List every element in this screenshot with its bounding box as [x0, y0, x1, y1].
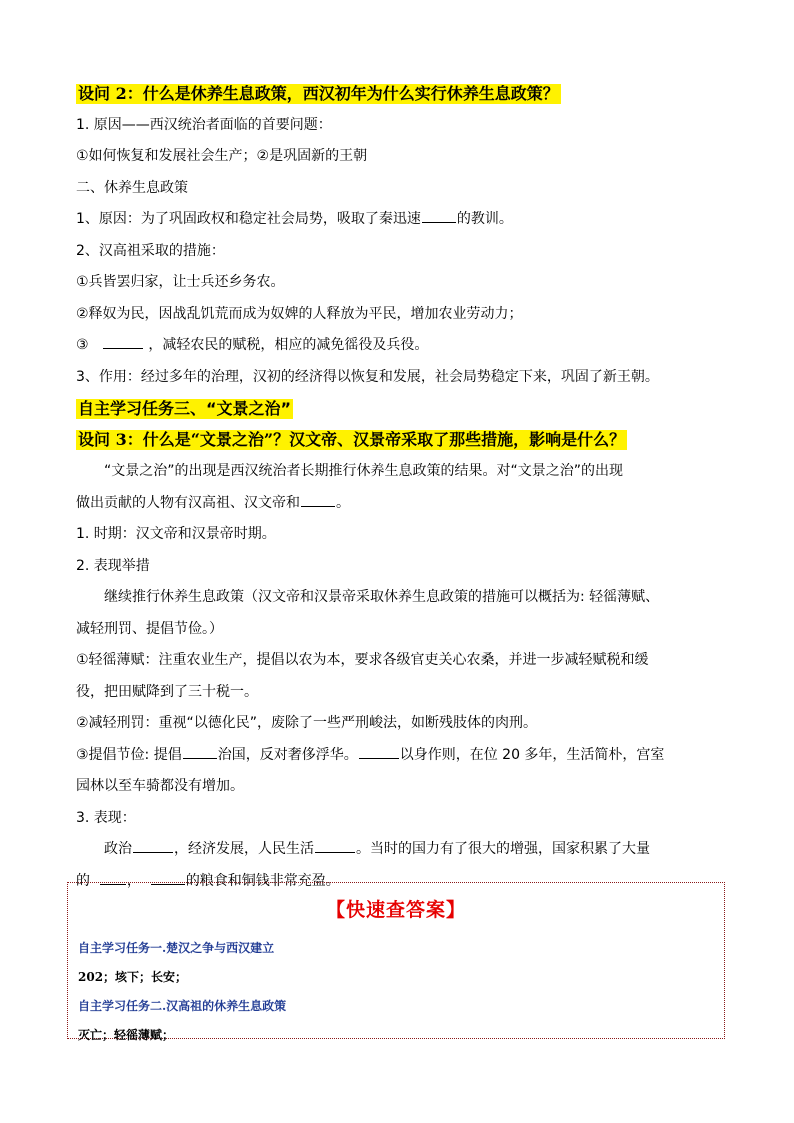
measures-2-title: 2. 表现举措	[76, 557, 150, 574]
performance-line-1	[76, 834, 728, 866]
task-3-title: 自主学习任务三、“文景之治”	[78, 398, 292, 418]
wenjing-paragraph-1: “文景之治”的出现是西汉统治者长期推行休养生息政策的结果。对“文景之治”的出现	[104, 463, 624, 479]
performance-text-a: 政治	[104, 841, 132, 857]
measure-3-text: ，减轻农民的赋税，相应的减免徭役及兵役。	[148, 337, 429, 353]
policy-reason	[76, 204, 728, 236]
question-2-row	[76, 78, 728, 110]
question-3: 设问 3：什么是“文景之治”？汉文帝、汉景帝采取了那些措施，影响是什么？	[78, 430, 626, 450]
measure-2: ②释奴为民，因战乱饥荒而成为奴婢的人释放为平民，增加农业劳动力；	[76, 305, 523, 322]
wenjing-paragraph-2	[76, 488, 728, 520]
item-3-text-c: 以身作则，在位 20 多年，生活简朴，宫室	[399, 746, 665, 763]
wenjing-paragraph-2-end: 。	[336, 494, 350, 511]
period: 1. 时期：汉文帝和汉景帝时期。	[76, 526, 276, 542]
item-3-line-1	[76, 740, 728, 772]
answer-task-2-heading: 自主学习任务二.汉高祖的休养生息政策	[78, 999, 287, 1013]
question-3-row	[76, 425, 728, 457]
answer-task-1-heading: 自主学习任务一.楚汉之争与西汉建立	[78, 941, 275, 955]
continue-paragraph-2: 减轻刑罚、提倡节俭。）	[76, 620, 223, 637]
policy-effect: 3、作用：经过多年的治理，汉初的经济得以恢复和发展，社会局势稳定下来，巩固了新王朝。	[76, 368, 659, 385]
blank-line	[133, 838, 173, 853]
blank-line	[422, 208, 456, 223]
worksheet-body	[76, 78, 728, 897]
item-3-text-b: 治国，反对奢侈浮华。	[217, 746, 358, 763]
answer-task-1: 202；垓下；长安；	[78, 970, 188, 984]
performance-text-b: ，经济发展，人民生活	[174, 841, 314, 857]
item-1-line-2: 役，把田赋降到了三十税一。	[76, 683, 258, 700]
answer-key-box	[67, 882, 725, 1042]
blank-line	[183, 744, 217, 759]
reason-items: ①如何恢复和发展社会生产；②是巩固新的王朝	[76, 148, 368, 164]
measures-title: 2、汉高祖采取的措施：	[76, 242, 225, 259]
item-3-text-a: ③提倡节俭: 提倡	[76, 746, 182, 763]
performance-2-text-a: 的	[76, 872, 90, 889]
blank-line	[301, 492, 335, 507]
task-3-title-row	[76, 393, 728, 425]
question-2: 设问 2：什么是休养生息政策，西汉初年为什么实行休养生息政策？	[78, 83, 559, 103]
measure-3-prefix: ③	[76, 337, 89, 353]
performance-2-text-c: 的粮食和铜钱非常充盈。	[185, 872, 340, 889]
blank-line	[103, 334, 143, 349]
continue-paragraph-1: 继续推行休养生息政策（汉文帝和汉景帝采取休养生息政策的措施可以概括为: 轻徭薄赋、	[104, 589, 660, 605]
item-2: ②减轻刑罚：重视“以德化民”，废除了一些严刑峻法，如断残肢体的肉刑。	[76, 715, 538, 731]
blank-line	[359, 744, 399, 759]
performance-title: 3. 表现：	[76, 809, 136, 826]
policy-reason-text: 1、原因：为了巩固政权和稳定社会局势，吸取了秦迅速	[76, 211, 421, 227]
measure-3	[76, 330, 728, 362]
performance-text-c: 。当时的国力有了很大的增强，国家积累了大量	[356, 841, 650, 857]
blank-line	[315, 838, 355, 853]
item-3-line-2: 园林以至车骑都没有增加。	[76, 778, 244, 794]
answer-task-2: 灭亡；轻徭薄赋；	[78, 1028, 175, 1042]
performance-2-text-b: ，	[126, 872, 141, 889]
policy-reason-end: 的教训。	[456, 211, 513, 227]
reason-intro: 1. 原因——西汉统治者面临的首要问题：	[76, 116, 332, 133]
measure-1: ①兵皆罢归家，让士兵还乡务农。	[76, 274, 285, 290]
wenjing-paragraph-2-text: 做出贡献的人物有汉高祖、汉文帝和	[76, 494, 300, 511]
answer-key-title: 【快速查答案】	[325, 899, 466, 921]
section-2-title: 二、休养生息政策	[76, 179, 188, 196]
item-1-line-1: ①轻徭薄赋：注重农业生产，提倡以农为本，要求各级官吏关心农桑，并进一步减轻赋税和缓	[76, 652, 649, 668]
